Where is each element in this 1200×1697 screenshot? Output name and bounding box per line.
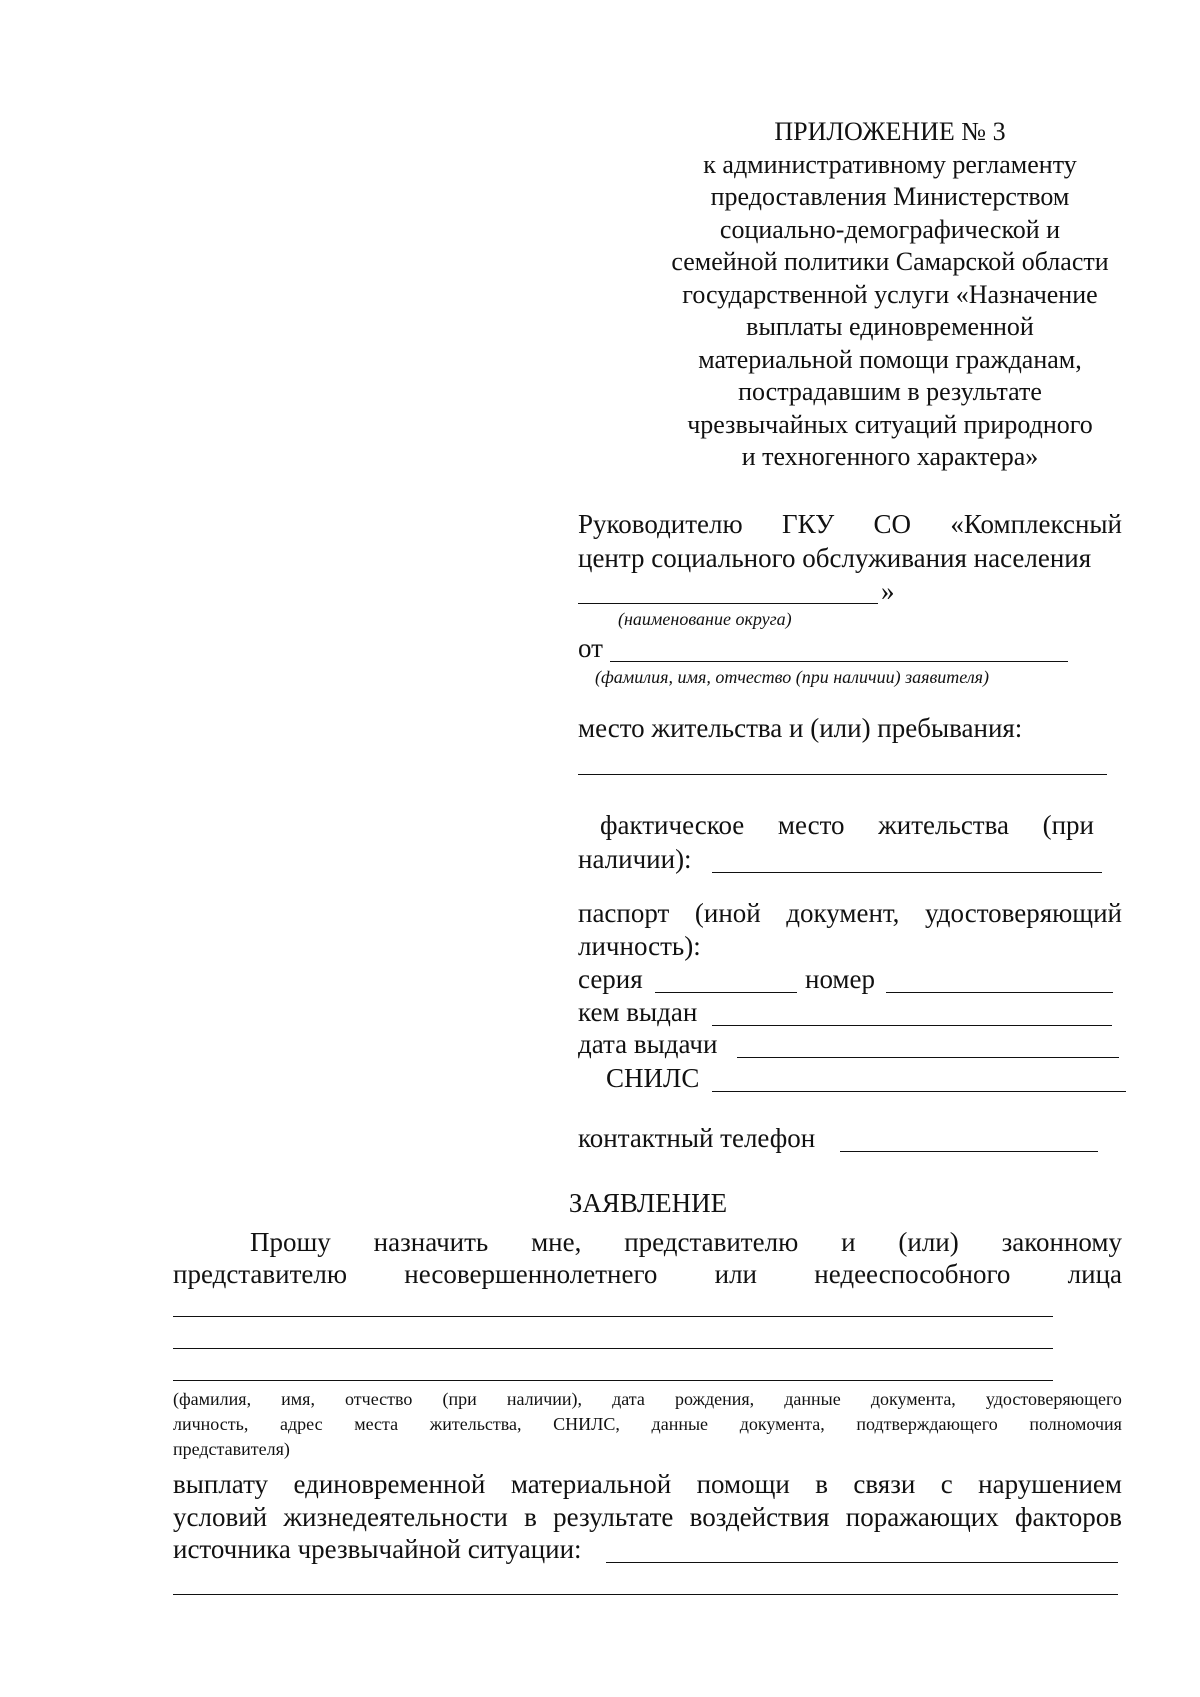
appendix-line: пострадавшим в результате — [738, 377, 1042, 406]
passport-word: документ, — [786, 898, 900, 928]
beneficiary-hint-line-2 — [173, 1412, 1122, 1437]
payment-word: результате — [553, 1502, 674, 1532]
passport-word: удостоверяющий — [925, 898, 1122, 928]
appendix-line: семейной политики Самарской области — [671, 247, 1109, 276]
hint-word: имя, — [281, 1389, 315, 1409]
beneficiary-field-2[interactable] — [173, 1348, 1053, 1349]
hint-word: личность, — [173, 1414, 249, 1434]
appendix-header — [620, 116, 1160, 474]
from-label: от — [578, 633, 603, 663]
payment-word: поражающих — [845, 1502, 999, 1532]
hint-word: наличии), — [506, 1389, 583, 1409]
hint-word: данные — [651, 1414, 709, 1434]
appendix-line: материальной помощи гражданам, — [698, 344, 1082, 374]
addressee-word: СО — [873, 509, 912, 539]
addressee-word: «Комплексный — [950, 509, 1122, 539]
passport-word: паспорт — [578, 898, 670, 928]
issue-date-field[interactable] — [737, 1057, 1119, 1058]
actual-residence-line-1 — [600, 809, 1094, 842]
beneficiary-field-3[interactable] — [173, 1380, 1053, 1381]
payment-line-3: источника чрезвычайной ситуации: — [173, 1534, 582, 1564]
appendix-line: государственной услуги «Назначение — [682, 279, 1098, 309]
statement-word: назначить — [373, 1227, 489, 1257]
payment-word: помощи — [696, 1469, 790, 1499]
snils-field[interactable] — [712, 1091, 1126, 1092]
series-field[interactable] — [655, 992, 797, 993]
payment-word: единовременной — [293, 1469, 486, 1499]
appendix-line: к административному регламенту — [703, 149, 1077, 179]
payment-word: воздействия — [689, 1502, 830, 1532]
actual-residence-word: фактическое — [600, 810, 745, 840]
hint-word: подтверждающего — [856, 1414, 998, 1434]
beneficiary-hint-line-3: представителя) — [173, 1439, 290, 1459]
district-hint: (наименование округа) — [618, 609, 792, 629]
hint-word: (при — [442, 1389, 477, 1409]
statement-word: несовершеннолетнего — [404, 1259, 658, 1289]
number-field[interactable] — [886, 992, 1113, 993]
appendix-title: ПРИЛОЖЕНИЕ № 3 — [774, 117, 1006, 146]
passport-line-1 — [578, 897, 1122, 930]
hint-word: (фамилия, — [173, 1389, 252, 1409]
emergency-source-field-2[interactable] — [173, 1594, 1118, 1595]
statement-word: и — [841, 1227, 856, 1257]
payment-word: в — [524, 1502, 537, 1532]
statement-word: представителю — [624, 1227, 799, 1257]
actual-residence-field[interactable] — [712, 872, 1102, 873]
addressee-line-2: центр социального обслуживания населения — [578, 543, 1092, 573]
actual-residence-word: (при — [1042, 810, 1094, 840]
statement-line-2 — [173, 1258, 1122, 1291]
hint-word: рождения, — [674, 1389, 755, 1409]
statement-word: или — [714, 1259, 757, 1289]
hint-word: отчество — [345, 1389, 413, 1409]
addressee-closing-quote: » — [881, 576, 895, 606]
statement-title: ЗАЯВЛЕНИЕ — [568, 1188, 728, 1218]
passport-word: (иной — [694, 898, 761, 928]
payment-line-1 — [173, 1468, 1122, 1501]
number-label: номер — [805, 964, 876, 994]
appendix-line: и техногенного характера» — [741, 442, 1039, 471]
hint-word: жительства, — [429, 1414, 522, 1434]
hint-word: данные — [784, 1389, 841, 1409]
payment-word: нарушением — [978, 1469, 1122, 1499]
district-name-field[interactable] — [578, 603, 878, 604]
snils-label: СНИЛС — [606, 1063, 700, 1093]
statement-word: законному — [1001, 1227, 1122, 1257]
statement-line-1 — [250, 1226, 1122, 1259]
payment-word: с — [940, 1469, 953, 1499]
payment-word: жизнедеятельности — [283, 1502, 508, 1532]
appendix-line: чрезвычайных ситуаций природного — [687, 409, 1093, 439]
issued-by-label: кем выдан — [578, 997, 698, 1027]
hint-word: полномочия — [1029, 1414, 1122, 1434]
phone-label: контактный телефон — [578, 1123, 816, 1153]
payment-word: связи — [853, 1469, 916, 1499]
statement-word: Прошу — [250, 1227, 331, 1257]
payment-word: выплату — [173, 1469, 269, 1499]
payment-word: материальной — [510, 1469, 672, 1499]
addressee-word: ГКУ — [782, 509, 835, 539]
phone-field[interactable] — [840, 1151, 1098, 1152]
residence-label: место жительства и (или) пребывания: — [578, 713, 1023, 743]
issued-by-field[interactable] — [712, 1025, 1112, 1026]
appendix-line: социально-демографической и — [719, 214, 1061, 244]
beneficiary-field-1[interactable] — [173, 1316, 1053, 1317]
actual-residence-word: жительства — [878, 810, 1009, 840]
actual-residence-word: место — [777, 810, 845, 840]
statement-word: (или) — [898, 1227, 959, 1257]
addressee-line-1 — [578, 508, 1122, 541]
appendix-line: предоставления Министерством — [710, 182, 1070, 211]
hint-word: удостоверяющего — [985, 1389, 1122, 1409]
hint-word: СНИЛС, — [553, 1414, 620, 1434]
residence-field[interactable] — [578, 774, 1107, 775]
payment-line-2 — [173, 1501, 1122, 1534]
addressee-word: Руководителю — [578, 509, 743, 539]
applicant-name-hint: (фамилия, имя, отчество (при наличии) заявителя) — [595, 667, 990, 687]
passport-line-2: личность): — [578, 931, 701, 961]
hint-word: дата — [612, 1389, 645, 1409]
payment-word: факторов — [1015, 1502, 1122, 1532]
statement-word: представителю — [173, 1259, 348, 1289]
applicant-name-field[interactable] — [610, 661, 1068, 662]
emergency-source-field[interactable] — [606, 1562, 1118, 1563]
beneficiary-hint-line-1 — [173, 1387, 1122, 1412]
hint-word: адрес — [279, 1414, 323, 1434]
statement-word: мне, — [531, 1227, 582, 1257]
hint-word: документа, — [870, 1389, 956, 1409]
series-label: серия — [578, 964, 643, 994]
statement-word: лица — [1067, 1259, 1122, 1289]
hint-word: места — [354, 1414, 399, 1434]
hint-word: документа, — [739, 1414, 825, 1434]
statement-word: недееспособного — [814, 1259, 1011, 1289]
payment-word: условий — [173, 1502, 268, 1532]
payment-word: в — [815, 1469, 828, 1499]
appendix-line: выплаты единовременной — [746, 312, 1034, 341]
issue-date-label: дата выдачи — [578, 1029, 718, 1059]
actual-residence-line-2: наличии): — [578, 844, 692, 874]
